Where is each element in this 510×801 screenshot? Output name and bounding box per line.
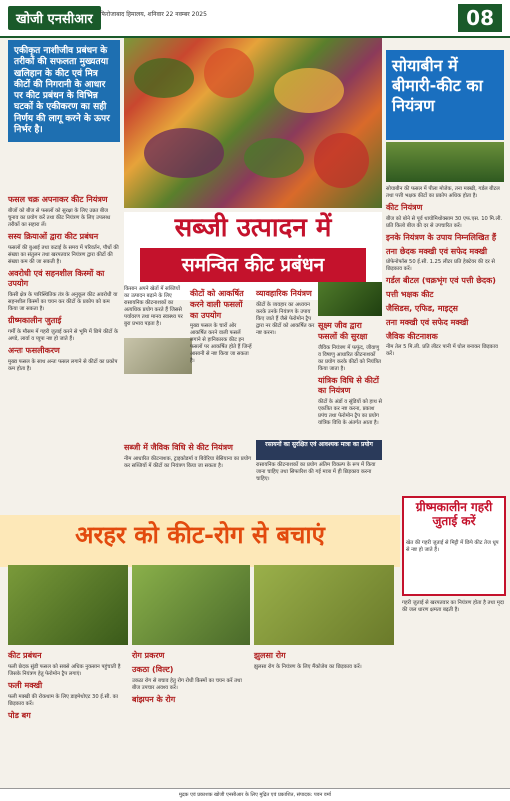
paragraph: उकठा रोग से बचाव हेतु रोग रोधी किस्मों का चयन करें तथा बीज उपचार अवश्य करें। [132,677,242,691]
paragraph: खेत की गहरी जुताई से मिट्टी में छिपे कीट तेज धूप से नष्ट हो जाते हैं। [406,540,499,554]
heading-blight: झुलसा रोग [254,651,286,660]
heading-micro-organisms: सूक्ष्म जीव द्वारा फसलों की सुरक्षा [318,321,368,341]
soybean-photo [386,142,504,182]
paragraph: किसी क्षेत्र के पारिस्थितिक तंत्र के अनुकूल कीट अवरोधी या सहनशील किस्मों का चयन कर कीटों के प्रकोप को कम किया जा सकता है। [8,292,118,313]
heading-stem-fly: तना मक्खी एवं सफेद मक्खी [386,317,469,327]
chemical-band: रसायनों का सुरक्षित एवं आवश्यक मात्रा का प्रयोग [256,440,382,460]
heading-intercropping: अन्तः फसलीकरण [8,346,60,356]
heading-attract-crops: कीटों को आकर्षित करने वाली फसलों का उपयोग [190,289,244,320]
arhar-col-3 [254,648,394,786]
paragraph: मुख्य फसल के साथ अन्तः फसल लगाने से कीटों का प्रकोप कम होता है। [8,358,118,372]
arhar-photo [8,565,128,645]
disease-photo [132,565,250,645]
summer-ploughing-text [406,540,502,592]
paragraph: प्रोफेनोफॉस 50 ई.सी. 1.25 लीटर प्रति हेक्टेयर की दर से छिड़काव करें। [386,259,495,273]
page-number: 08 [458,4,502,32]
heading-summer-ploughing: ग्रीष्मकालीन जुताई [8,316,62,326]
heading-girdle-beetle: गर्डल बीटल (चक्रभृंग एवं पत्ती छेदक) [386,276,496,286]
summer-ploughing-column [402,600,506,784]
heading-wilt: उकठा (विल्ट) [132,664,174,674]
main-title: सब्जी उत्पादन में [174,213,332,243]
heading-resistant-varieties: अवरोधी एवं सहनशील किस्मों का उपयोग [8,268,105,289]
heading-cultural-practices: सस्य क्रियाओं द्वारा कीट प्रबंधन [8,231,99,241]
organic-column [124,440,252,512]
blight-photo [254,565,394,645]
heading-stem-borer: तना छेदक मक्खी एवं सफेद मक्खी [386,246,488,256]
heading-leaf-eater: पत्ती भक्षक कीट [386,290,434,300]
paragraph: कीटों के अंडों व सुंडियों को हाथ से एकत्रित कर नष्ट करना, प्रकाश प्रपंच तथा फेरोमोन ट्रैप का प्रयोग यांत्रिक विधि के अंतर्गत आता है। [318,399,383,427]
left-column [8,192,120,512]
biz-column [256,286,316,418]
paragraph: नीम तेल 5 मि.ली. प्रति लीटर पानी में घोल बनाकर छिड़काव करें। [386,344,498,358]
footer-imprint: मुद्रक एवं प्रकाशक खोजी एनसीआर के लिए मुद्रित एवं प्रकाशित, संपादक: पवन वर्मा [0,788,510,801]
lead-box: एकीकृत नाशीजीव प्रबंधन के तरीकों की सफलता मुख्यतया खलिहान के कीट एवं मित्र कीटों की निगरानी के आधार पर कीट प्रबंधन के विभिन्न घटकों के एकीकरण का सही निर्णय की लागू करने के ऊपर निर्भर है। [8,40,120,142]
paragraph: जैविक नियंत्रण में फफूंद, जीवाणु व विषाणु आधारित कीटनाशकों का प्रयोग करके कीटों को नियंत्रित किया जाता है। [318,344,381,372]
paragraph: गर्मी के मौसम में गहरी जुताई करने से भूमि में छिपे कीटों के अण्डे, लार्वा व प्यूपा नष्ट हो जाते हैं। [8,329,119,343]
paragraph: रासायनिक कीटनाशकों का प्रयोग अंतिम विकल्प के रूप में किया जाना चाहिए तथा सिफारिश की गई मात्रा में ही छिड़काव करना चाहिए। [256,462,376,483]
crop-photo [318,282,382,316]
masthead: खोजी एनसीआर [8,6,101,30]
heading-pod-fly: फली मक्खी [8,680,43,690]
insect-photo [124,338,192,374]
heading-sterility: बांझपन के रोग [132,694,176,704]
chemical-column [256,462,382,512]
heading-disease: रोग प्रकरण [132,651,165,660]
heading-jassids: जैसिडस, एफिड, माइट्स [386,304,458,314]
date-line: फिरोजाबाद हिमालय, शनिवार 22 नवम्बर 2025 [100,11,207,18]
arhar-title: अरहर को कीट-रोग से बचाएं [75,521,325,549]
attract-column [190,286,252,418]
heading-crop-rotation: फसल चक्र अपनाकर कीट नियंत्रण [8,195,108,204]
vegetables-photo [124,38,382,208]
paragraph: फली मक्खी की रोकथाम के लिए डाइमेथोएट 30 ई.सी. का छिड़काव करें। [8,693,118,707]
paragraph: बीजों को बीज से फसलों को सुरक्षा के लिए उन्नत बीज चुनाव का प्रयोग करें तथा कीट नियंत्रण के लिए उपलब्ध तरीकों का सहारा लें। [8,207,111,228]
paragraph: गहरी जुताई से खरपतवार का नियंत्रण होता है तथा मृदा की जल धारण क्षमता बढ़ती है। [402,600,504,614]
micro-column [318,318,383,427]
arhar-col-2 [132,648,250,786]
paragraph: फसलों की बुआई तथा कटाई के समय में परिवर्तन, पौधों की संख्या का संतुलन तथा खरपतवार नियंत्रण द्वारा कीटों की संख्या कम की जा सकती है। [8,244,119,265]
arhar-col-1 [8,648,128,786]
paragraph: बीज को बोने से पूर्व थायोमिथोक्साम 30 एफ.एस. 10 मि.ली. प्रति किलो बीज की दर से उपचारित करें। [386,215,503,229]
heading-pest-management: कीट प्रबंधन [8,651,42,660]
heading-bio-pesticide: जैविक कीटनाशक [386,331,438,341]
summer-ploughing-title: ग्रीष्मकालीन गहरी जुताई करें [415,500,493,529]
heading-mechanical: यांत्रिक विधि से कीटों का नियंत्रण [318,375,379,396]
heading-pest-control: कीट नियंत्रण [386,203,423,213]
paragraph: झुलसा रोग के नियंत्रण के लिए मैंकोजेब का छिड़काव करें। [254,663,362,670]
right-column [386,186,506,492]
heading-control-measures: इनके नियंत्रण के उपाय निम्नलिखित हैं [386,232,497,242]
paragraph: सोयाबीन की फसल में पीला मोजेक, तना मक्खी, गर्डल बीटल तथा पत्ती भक्षक कीटों का प्रकोप अधिक होता है। [386,186,500,200]
heading-pod-bug: पोड बग [8,710,31,720]
heading-organic-method: सब्जी में जैविक विधि से कीट नियंत्रण [124,443,233,452]
intro-paragraph: किसान अपने खेतों में सब्जियों का उत्पादन बढ़ाने के लिए रासायनिक कीटनाशकों का अत्यधिक प्रयोग करते हैं जिससे पर्यावरण तथा मानव स्वास्थ्य पर बुरा प्रभाव पड़ता है। [124,286,183,328]
paragraph: मुख्य फसल के चारों ओर आकर्षित करने वाली फसलें लगाने से हानिकारक कीट इन फसलों पर आकर्षित होते हैं जिन्हें आसानी से नष्ट किया जा सकता है। [190,323,252,365]
paragraph: फली छेदक सुंडी फसल को सबसे अधिक नुकसान पहुंचाती है जिसके नियंत्रण हेतु फेरोमोन ट्रैप लगाएं। [8,663,121,677]
soybean-title: सोयाबीन में बीमारी-कीट का नियंत्रण [386,50,504,140]
paragraph: कीटों के व्यवहार का अध्ययन करके उनके नियंत्रण के उपाय किए जाते हैं जैसे फेरोमोन ट्रैप द्वारा नर कीटों को आकर्षित कर नष्ट करना। [256,301,315,336]
paragraph: नीम आधारित कीटनाशक, ट्राइकोडर्मा व बिवेरिया बेसियाना का प्रयोग कर सब्जियों में कीटों का नियंत्रण किया जा सकता है। [124,455,251,469]
main-subtitle: समन्वित कीट प्रबंधन [140,248,366,282]
heading-behaviour-control: व्यावहारिक नियंत्रण [256,289,312,298]
